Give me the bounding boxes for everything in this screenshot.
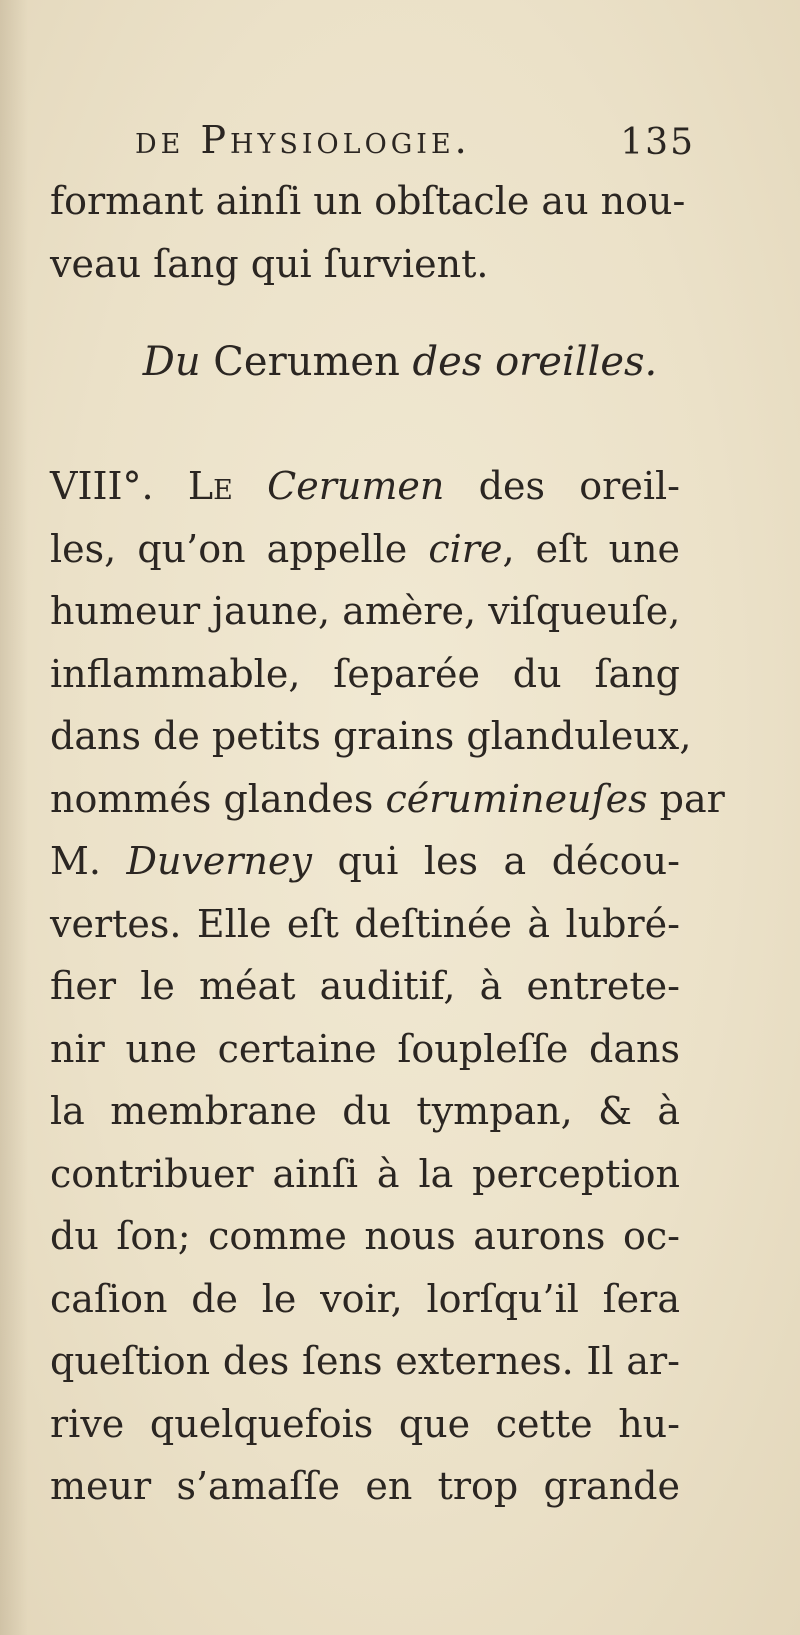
text-line: formant ainſi un obſtacle au nou- bbox=[50, 179, 686, 223]
text-line: queſtion des ſens externes. Il ar- bbox=[50, 1339, 680, 1383]
text-line: fier le méat auditif, à entrete- bbox=[50, 964, 680, 1008]
text-line: humeur jaune, amère, viſqueuſe, bbox=[50, 589, 681, 633]
text-line: inflammable, ſeparée du ſang bbox=[50, 651, 680, 696]
text-line bbox=[50, 830, 680, 893]
heading-part: des oreilles. bbox=[412, 339, 658, 385]
text-run: e bbox=[213, 464, 233, 508]
intro-text bbox=[50, 170, 686, 295]
text-line: nir une certaine ſoupleſſe dans bbox=[50, 1026, 680, 1071]
text-run: qui les a décou- bbox=[311, 839, 680, 883]
text-run: , eſt une bbox=[502, 526, 680, 571]
text-line: caſion de le voir, lorſqu’il ſera bbox=[50, 1276, 680, 1321]
text-line: contribuer ainſi à la perception bbox=[50, 1151, 680, 1196]
section-heading bbox=[0, 332, 800, 392]
text-run: nommés glandes bbox=[50, 776, 386, 821]
text-run: VIII°. L bbox=[50, 464, 214, 508]
running-title-prefix: de bbox=[135, 118, 201, 162]
text-run: cire bbox=[428, 526, 503, 571]
heading-part: Du bbox=[142, 339, 201, 385]
text-run: Cerumen bbox=[267, 464, 445, 508]
running-title-main: Physiologie. bbox=[200, 118, 471, 162]
page-gutter-shadow bbox=[0, 0, 28, 1635]
text-run: les, qu’on appelle bbox=[50, 526, 429, 571]
text-run: par bbox=[647, 776, 725, 821]
running-title bbox=[135, 118, 471, 162]
text-run: des oreil- bbox=[444, 464, 680, 508]
text-line bbox=[50, 768, 725, 831]
paragraph-viii bbox=[50, 455, 725, 1518]
text-line: la membrane du tympan, & à bbox=[50, 1089, 680, 1133]
heading-part: Cerumen bbox=[200, 339, 413, 385]
text-line: veau ſang qui ſurvient. bbox=[50, 241, 489, 286]
text-run: Duverney bbox=[126, 839, 312, 883]
text-line bbox=[50, 455, 680, 518]
text-line: dans de petits grains glanduleux, bbox=[50, 714, 692, 758]
text-line: vertes. Elle eſt deſtinée à lubré- bbox=[50, 901, 680, 946]
running-header bbox=[135, 112, 695, 168]
page-number: 135 bbox=[620, 122, 695, 163]
text-line bbox=[50, 518, 680, 581]
text-run: cérumineuſes bbox=[385, 776, 648, 821]
text-run bbox=[233, 464, 267, 508]
text-line: meur s’amaſſe en trop grande bbox=[50, 1464, 680, 1508]
text-line: rive quelquefois que cette hu- bbox=[50, 1401, 680, 1446]
text-run: M. bbox=[50, 839, 127, 883]
text-line: du ſon; comme nous aurons oc- bbox=[50, 1214, 680, 1258]
